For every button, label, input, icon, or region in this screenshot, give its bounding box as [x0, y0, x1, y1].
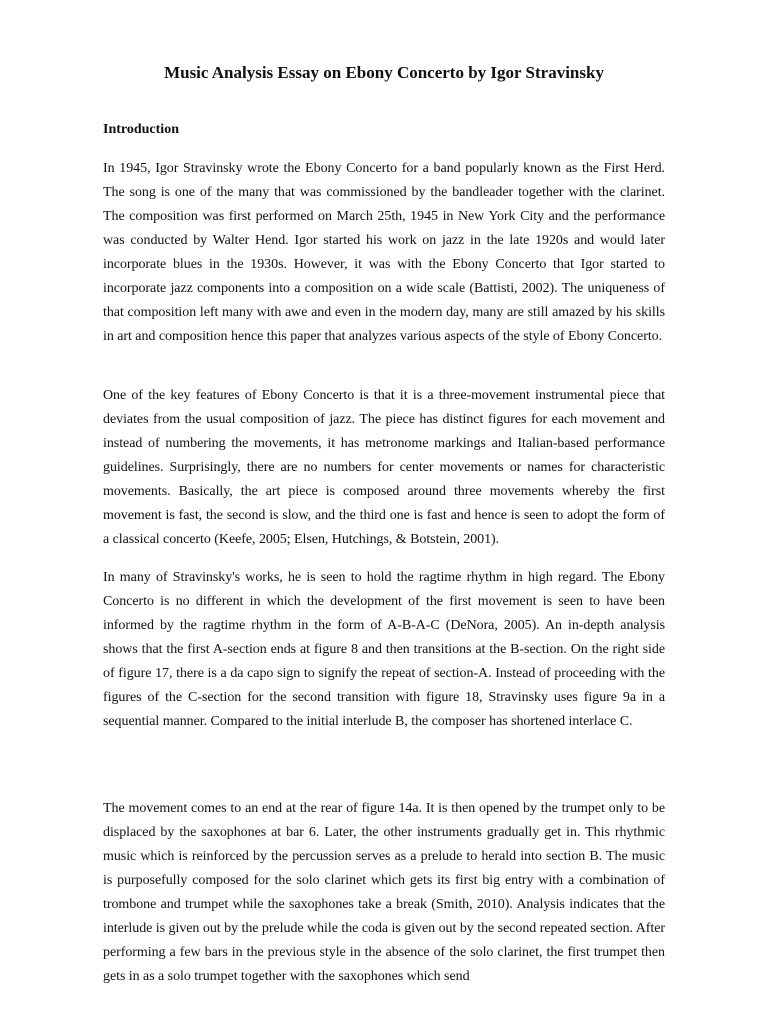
paragraph-3: In many of Stravinsky's works, he is seen to hold the ragtime rhythm in high regard. The Ebony Concerto is no different in which the development of the first movement is seen to have been informed by the ragtime rhythm in the form of A-B-A-C (DeNora, 2005). An in-depth analysis shows that the first A-section ends at figure 8 and then transitions at the B-section. On the right side of figure 17, there is a da capo sign to signify the repeat of section-A. Instead of proceeding with the figures of the C-section for the second transition with figure 18, Stravinsky uses figure 9a in a sequential manner. Compared to the initial interlude B, the composer has shortened interlace C.: [103, 570, 665, 729]
document-title: Music Analysis Essay on Ebony Concerto by Igor Stravinsky: [164, 63, 604, 82]
paragraph-4: The movement comes to an end at the rear of figure 14a. It is then opened by the trumpet only to be displaced by the saxophones at bar 6. Later, the other instruments gradually get in. This rhythmic music which is reinforced by the percussion serves as a prelude to herald into section B. The music is purposefully composed for the solo clarinet which gets its first big entry with a combination of trombone and trumpet while the saxophones take a break (Smith, 2010). Analysis indicates that the interlude is given out by the prelude while the coda is given out by the second repeated section. After performing a few bars in the previous style in the absence of the solo clarinet, the first trumpet then gets in as a solo trumpet together with the saxophones which send: [103, 801, 665, 984]
paragraph-2: One of the key features of Ebony Concerto is that it is a three-movement instrumental piece that deviates from the usual composition of jazz. The piece has distinct figures for each movement and instead of numbering the movements, it has metronome markings and Italian-based performance guidelines. Surprisingly, there are no numbers for center movements or names for characteristic movements. Basically, the art piece is composed around three movements whereby the first movement is fast, the second is slow, and the third one is fast and hence is seen to adopt the form of a classical concerto (Keefe, 2005; Elsen, Hutchings, & Botstein, 2001).: [103, 388, 665, 547]
paragraph-1: In 1945, Igor Stravinsky wrote the Ebony Concerto for a band popularly known as the First Herd. The song is one of the many that was commissioned by the bandleader together with the clarinet. The composition was first performed on March 25th, 1945 in New York City and the performance was conducted by Walter Hend. Igor started his work on jazz in the late 1920s and would later incorporate blues in the 1930s. However, it was with the Ebony Concerto that Igor started to incorporate jazz components into a composition on a wide scale (Battisti, 2002). The uniqueness of that composition left many with awe and even in the modern day, many are still amazed by his skills in art and composition hence this paper that analyzes various aspects of the style of Ebony Concerto.: [103, 161, 665, 344]
section-heading-introduction: Introduction: [103, 122, 179, 137]
